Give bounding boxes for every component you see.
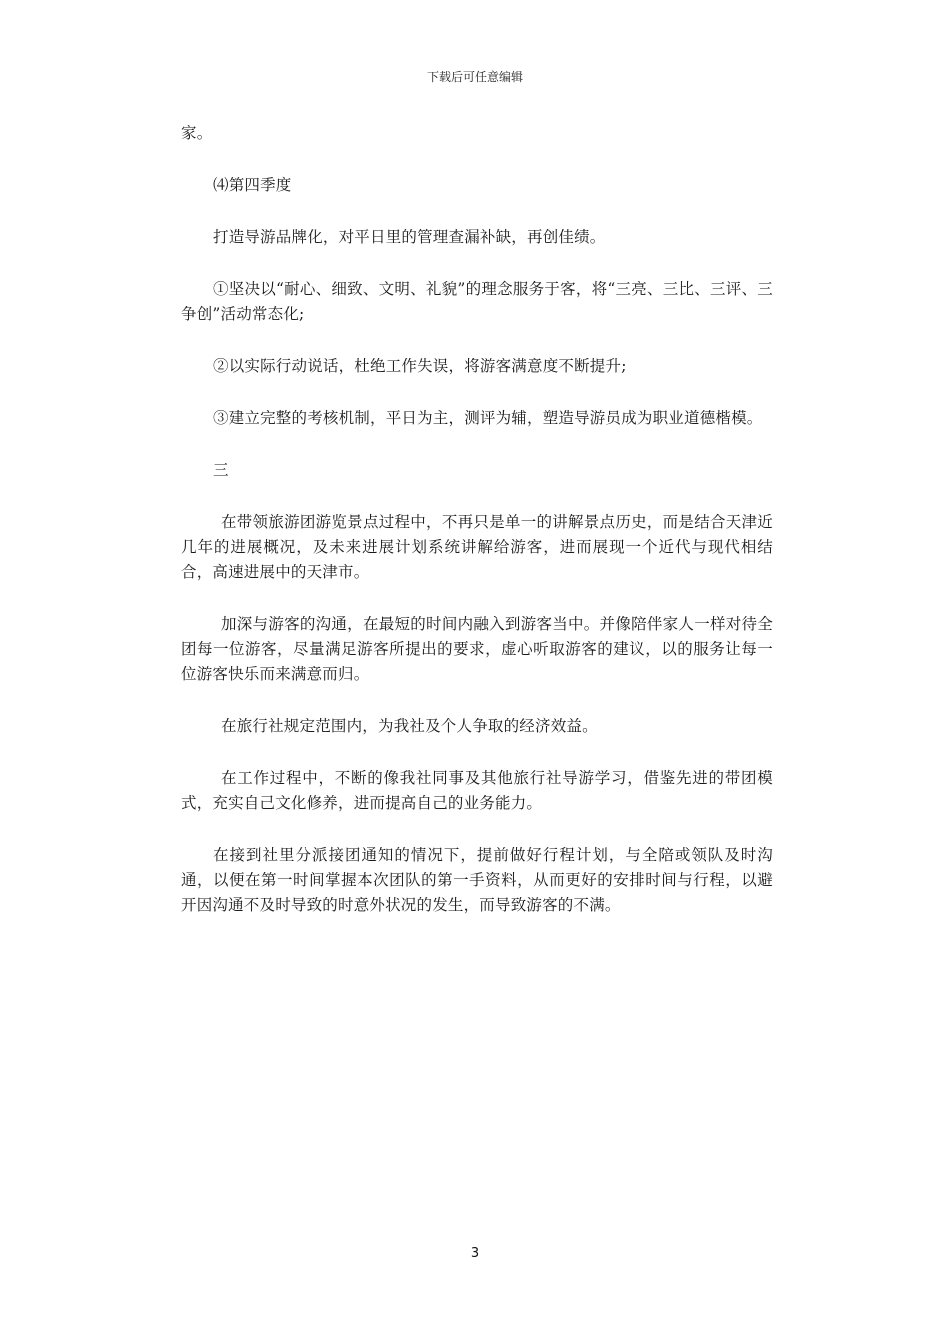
- paragraph-q4-goal: 打造导游品牌化，对平日里的管理查漏补缺，再创佳绩。: [213, 228, 606, 246]
- paragraph-communication: 加深与游客的沟通，在最短的时间内融入到游客当中。并像陪伴家人一样对待全团每一位游客，尽量满足游客所提出的要求，虚心听取游客的建议，以的服务让每一位游客快乐而来满意而归。: [181, 615, 773, 683]
- document-body: [181, 121, 773, 918]
- section-heading-three: 三: [213, 461, 229, 479]
- list-item-3: ③建立完整的考核机制，平日为主，测评为辅，塑造导游员成为职业道德楷模。: [213, 409, 763, 427]
- paragraph-learning: 在工作过程中，不断的像我社同事及其他旅行社导游学习，借鉴先进的带团模式，充实自己文化修养，进而提高自己的业务能力。: [181, 769, 773, 812]
- page-number: 3: [470, 1246, 480, 1261]
- page-header: 下载后可任意编辑: [426, 70, 523, 84]
- list-item-1: ①坚决以“耐心、细致、文明、礼貌”的理念服务于客，将“三亮、三比、三评、三争创”活动常态化;: [181, 280, 773, 323]
- paragraph-planning: 在接到社里分派接团通知的情况下，提前做好行程计划，与全陪或领队及时沟通，以便在第一时间掌握本次团队的第一手资料，从而更好的安排时间与行程，以避开因沟通不及时导致的时意外状况的发生，而导致游客的不满。: [181, 846, 773, 914]
- paragraph-continuation: 家。: [181, 124, 213, 142]
- list-item-2: ②以实际行动说话，杜绝工作失误，将游客满意度不断提升;: [213, 357, 627, 375]
- paragraph-economic-benefit: 在旅行社规定范围内，为我社及个人争取的经济效益。: [221, 717, 598, 735]
- paragraph-tour-guiding: 在带领旅游团游览景点过程中，不再只是单一的讲解景点历史，而是结合天津近几年的进展概况，及未来进展计划系统讲解给游客，进而展现一个近代与现代相结合，高速进展中的天津市。: [181, 513, 773, 581]
- section-heading-q4: ⑷第四季度: [213, 176, 292, 194]
